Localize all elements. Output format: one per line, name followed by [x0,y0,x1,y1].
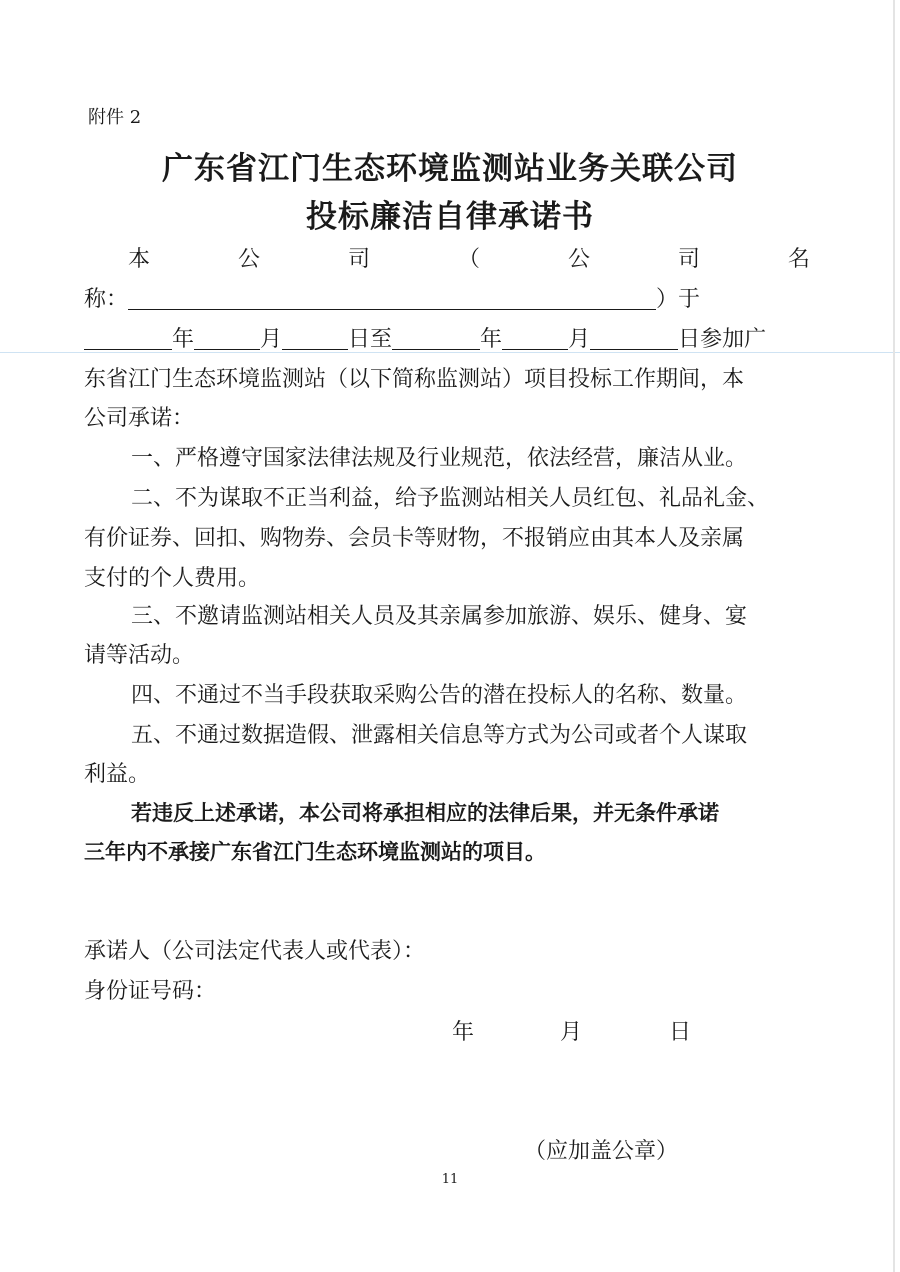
commitment-5-line-1: 五、不通过数据造假、泄露相关信息等方式为公司或者个人谋取 [131,723,748,748]
month-label: 月 [260,327,283,352]
day-tail-label: 日参加广 [678,327,767,352]
end-year-blank[interactable] [392,327,480,350]
spread-char: 司 [347,247,370,272]
spread-char: 公 [237,247,260,272]
day-to-label: 日至 [348,327,393,352]
intro-line-5: 公司承诺： [84,406,195,431]
start-day-blank[interactable] [282,327,348,350]
spread-char: 名 [787,247,810,272]
month-label: 月 [568,327,591,352]
name-prefix: 称： [84,287,129,312]
title-line-1: 广东省江门生态环境监测站业务关联公司 [162,151,738,187]
commitment-3-line-2: 请等活动。 [84,643,195,668]
spread-char: 本 [128,247,151,272]
name-suffix: ）于 [656,287,701,312]
spread-char: 公 [567,247,590,272]
commitment-2-line-2: 有价证券、回扣、购物券、会员卡等财物，不报销应由其本人及亲属 [84,526,745,551]
violation-line-1: 若违反上述承诺，本公司将承担相应的法律后果，并无条件承诺 [131,801,719,825]
intro-line-4: 东省江门生态环境监测站（以下简称监测站）项目投标工作期间，本 [84,367,745,392]
date-line [84,322,766,353]
company-name-line [84,282,700,313]
sign-year-label: 年 [452,1020,475,1045]
year-label: 年 [172,327,195,352]
commitment-4: 四、不通过不当手段获取采购公告的潜在投标人的名称、数量。 [131,683,748,708]
end-month-blank[interactable] [502,327,568,350]
violation-line-2: 三年内不承接广东省江门生态环境监测站的项目。 [84,840,546,864]
spread-char: （ [457,247,480,272]
commitment-5-line-2: 利益。 [84,762,151,787]
promisor-label: 承诺人（公司法定代表人或代表）： [84,939,426,964]
commitment-2-line-1: 二、不为谋取不正当利益，给予监测站相关人员红包、礼品礼金、 [131,486,770,511]
year-label: 年 [480,327,503,352]
start-year-blank[interactable] [84,327,172,350]
intro-spread-line [128,242,810,273]
spread-char: 司 [677,247,700,272]
sign-month-label: 月 [560,1020,583,1045]
commitment-2-line-3: 支付的个人费用。 [84,566,261,591]
sign-day-label: 日 [669,1020,692,1045]
end-day-blank[interactable] [590,327,678,350]
seal-note: （应加盖公章） [524,1139,679,1164]
commitment-1: 一、严格遵守国家法律法规及行业规范，依法经营，廉洁从业。 [131,446,748,471]
start-month-blank[interactable] [194,327,260,350]
id-number-label: 身份证号码： [84,979,217,1004]
company-name-blank[interactable] [128,287,656,310]
commitment-3-line-1: 三、不邀请监测站相关人员及其亲属参加旅游、娱乐、健身、宴 [131,604,748,629]
title-line-2: 投标廉洁自律承诺书 [306,199,594,235]
attachment-label: 附件 2 [88,107,142,128]
page-number: 11 [441,1172,459,1187]
